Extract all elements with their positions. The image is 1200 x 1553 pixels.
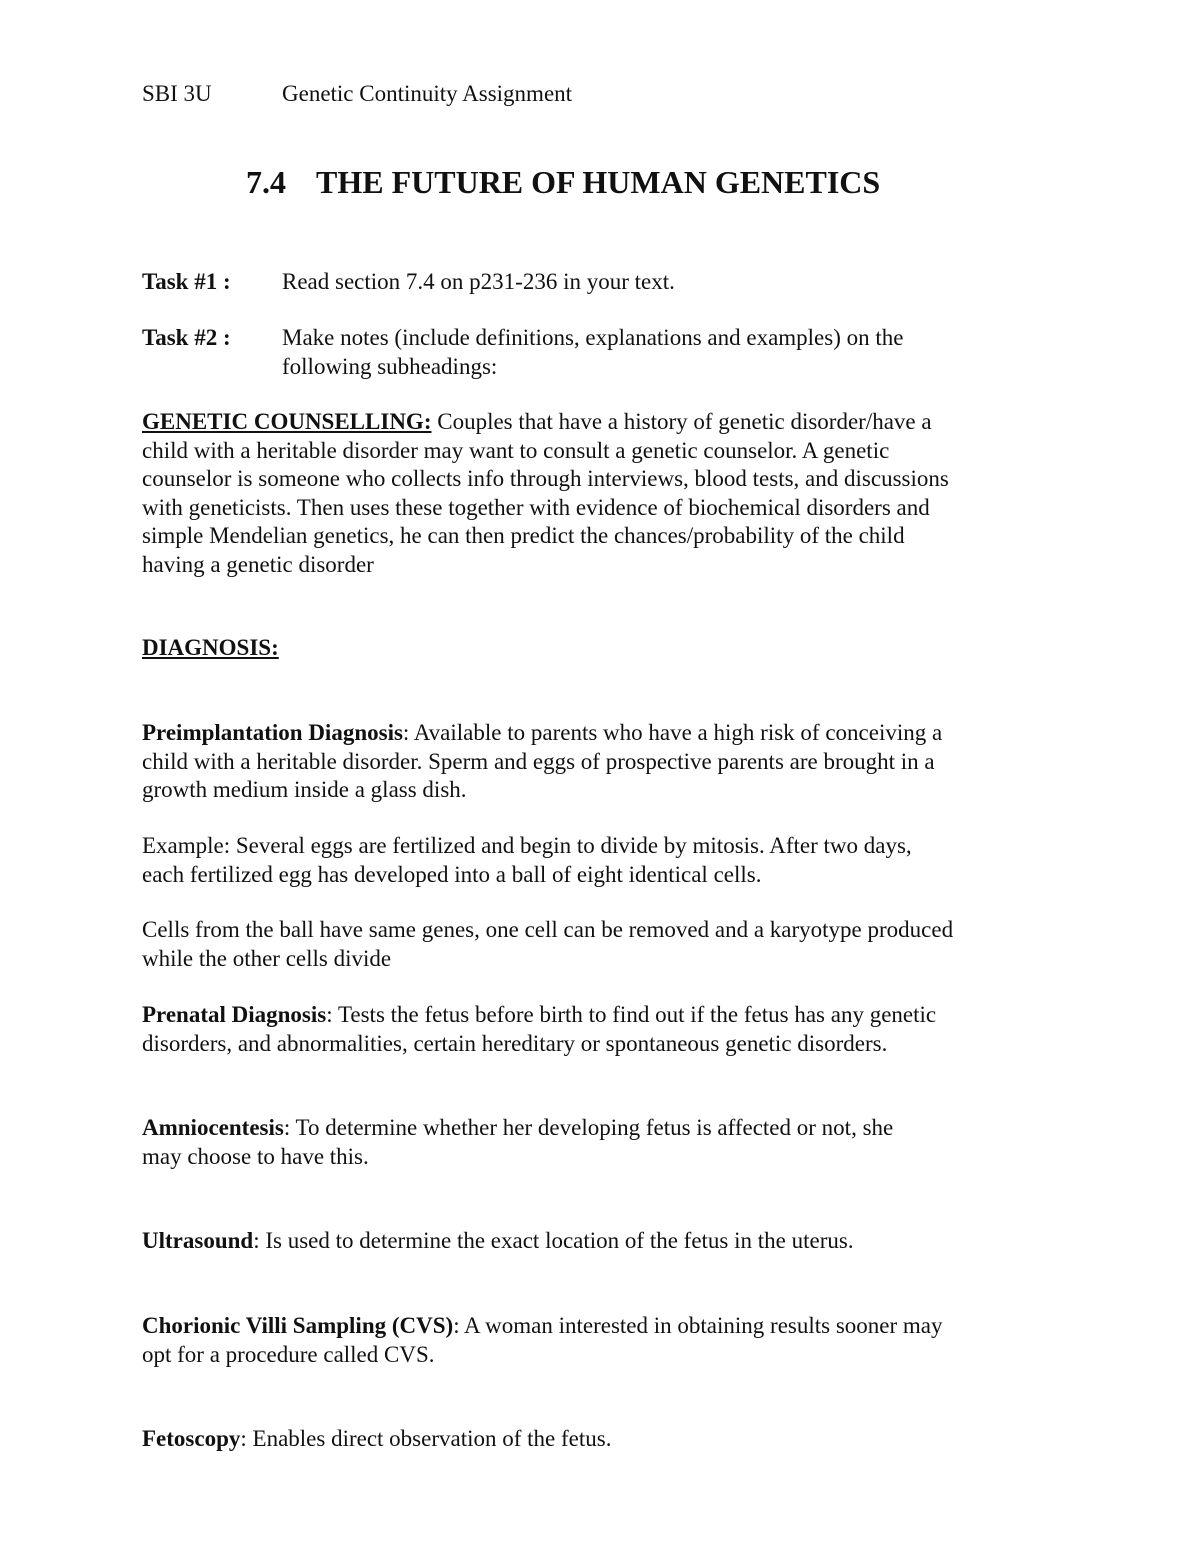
prenatal-term: Prenatal Diagnosis bbox=[142, 1002, 327, 1027]
paragraph-line: Is used to determine the exact location of the fetus in the uterus. bbox=[259, 1228, 854, 1253]
paragraph-line: child with a heritable disorder. Sperm and eggs of prospective parents are brought in a bbox=[142, 748, 935, 774]
task-1-label: Task #1 : bbox=[142, 269, 231, 294]
term-colon: : bbox=[326, 1002, 333, 1027]
fetoscopy-section bbox=[142, 1425, 1067, 1454]
term-colon: : bbox=[283, 1115, 291, 1140]
paragraph-line: growth medium inside a glass dish. bbox=[142, 777, 467, 802]
paragraph-line: child with a heritable disorder may want to consult a genetic counselor. A genetic bbox=[142, 437, 890, 463]
paragraph-line: counselor is someone who collects info through interviews, blood tests, and discussions bbox=[142, 466, 949, 491]
paragraph-line: Available to parents who have a high risk of conceiving a bbox=[409, 720, 943, 745]
prenatal-section bbox=[142, 1001, 1067, 1058]
diagnosis-heading: DIAGNOSIS: bbox=[142, 635, 279, 660]
ultrasound-section bbox=[142, 1227, 1067, 1256]
preimplantation-term: Preimplantation Diagnosis bbox=[142, 720, 403, 745]
paragraph-line: simple Mendelian genetics, he can then predict the chances/probability of the child bbox=[142, 523, 905, 548]
paragraph-line: each fertilized egg has developed into a ball of eight identical cells. bbox=[142, 861, 762, 887]
term-colon: : bbox=[453, 1313, 460, 1338]
paragraph-line: Couples that have a history of genetic disorder/have a bbox=[431, 409, 932, 434]
paragraph-line: A woman interested in obtaining results sooner may bbox=[459, 1313, 943, 1338]
task-1-text: Read section 7.4 on p231-236 in your text. bbox=[282, 269, 675, 294]
example-paragraph bbox=[142, 832, 1067, 889]
cvs-section bbox=[142, 1312, 1067, 1369]
task-2-line: following subheadings: bbox=[282, 353, 498, 379]
section-title: THE FUTURE OF HUMAN GENETICS bbox=[316, 164, 881, 200]
paragraph-line: opt for a procedure called CVS. bbox=[142, 1341, 435, 1367]
paragraph-line: with geneticists. Then uses these together with evidence of biochemical disorders and bbox=[142, 494, 930, 520]
paragraph-line: disorders, and abnormalities, certain hereditary or spontaneous genetic disorders. bbox=[142, 1030, 888, 1056]
ultrasound-term: Ultrasound bbox=[142, 1228, 254, 1253]
term-colon: : bbox=[240, 1426, 247, 1451]
amniocentesis-term: Amniocentesis bbox=[142, 1115, 284, 1140]
task-2-line: Make notes (include definitions, explanations and examples) on the bbox=[282, 325, 904, 350]
term-colon: : bbox=[402, 720, 410, 745]
paragraph-line: Example: Several eggs are fertilized and begin to divide by mitosis. After two days, bbox=[142, 833, 912, 858]
fetoscopy-term: Fetoscopy bbox=[142, 1426, 241, 1451]
assignment-name: Genetic Continuity Assignment bbox=[282, 81, 573, 106]
page-title bbox=[246, 164, 880, 201]
genetic-counselling-heading: GENETIC COUNSELLING: bbox=[142, 409, 432, 434]
task-2-label: Task #2 : bbox=[142, 325, 231, 350]
amniocentesis-section bbox=[142, 1114, 1067, 1171]
preimplantation-section bbox=[142, 719, 1067, 805]
cells-paragraph bbox=[142, 916, 1067, 973]
paragraph-line: Cells from the ball have same genes, one cell can be removed and a karyotype produced bbox=[142, 917, 954, 942]
term-colon: : bbox=[253, 1228, 260, 1253]
paragraph-line: Enables direct observation of the fetus. bbox=[246, 1426, 612, 1451]
task-2-text bbox=[282, 324, 903, 381]
paragraph-line: To determine whether her developing fetus is affected or not, she bbox=[290, 1115, 894, 1140]
paragraph-line: having a genetic disorder bbox=[142, 551, 374, 577]
genetic-counselling-section bbox=[142, 408, 1067, 579]
section-number: 7.4 bbox=[246, 164, 286, 200]
course-code: SBI 3U bbox=[142, 81, 212, 106]
paragraph-line: while the other cells divide bbox=[142, 945, 392, 971]
paragraph-line: Tests the fetus before birth to find out if the fetus has any genetic bbox=[332, 1002, 937, 1027]
paragraph-line: may choose to have this. bbox=[142, 1143, 369, 1169]
cvs-term: Chorionic Villi Sampling (CVS) bbox=[142, 1313, 454, 1338]
